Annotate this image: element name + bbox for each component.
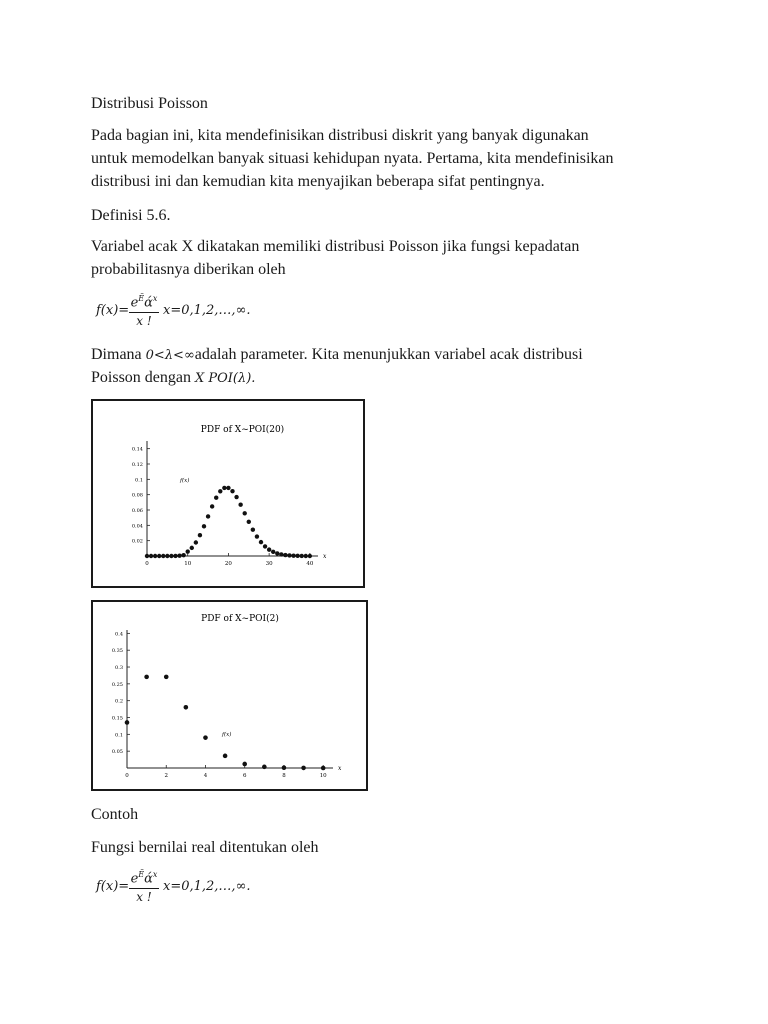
data-point [295, 554, 299, 558]
intro-line-3: distribusi ini dan kemudian kita menyajikan beberapa sifat pentingnya. [91, 173, 545, 190]
y-tick-label: 0.05 [111, 749, 123, 756]
data-point [144, 675, 149, 680]
y-tick-label: 0.4 [115, 631, 123, 638]
data-point [247, 520, 251, 524]
data-point [165, 554, 169, 558]
y-tick-label: 0.35 [111, 648, 123, 655]
data-point [234, 495, 238, 499]
x-tick-label: 8 [282, 773, 286, 779]
dimana-rest: adalah parameter. Kita menunjukkan variabel acak distribusi [194, 346, 583, 363]
poisson-notation: X POI(λ). [195, 371, 256, 386]
x-axis-label: x [323, 553, 327, 560]
data-point [238, 503, 242, 507]
data-point [164, 675, 169, 680]
data-point [169, 554, 173, 558]
formula-rhs: x=0,1,2,…,∞. [163, 303, 251, 318]
data-point [271, 550, 275, 554]
data-point [153, 554, 157, 558]
data-point [181, 553, 185, 557]
chart-poi-2 [91, 600, 368, 791]
formula-numerator-base: ά [144, 295, 153, 311]
example-numerator-exp: Ẽ [138, 870, 145, 879]
example-numerator-e: e [130, 871, 139, 887]
data-point [203, 735, 208, 740]
intro-line-1: Pada bagian ini, kita mendefinisikan distribusi diskrit yang banyak digunakan [91, 127, 589, 144]
contoh-label: Contoh [91, 806, 139, 823]
formula-numerator [129, 290, 159, 311]
example-numerator-base-exp: x [152, 870, 158, 879]
y-tick-label: 0.02 [131, 538, 143, 545]
formula-numerator-e: e [130, 295, 139, 311]
x-tick-label: 20 [224, 561, 232, 567]
data-point [275, 551, 279, 555]
data-point [206, 514, 210, 518]
x-tick-label: 0 [145, 561, 149, 567]
data-point [161, 554, 165, 558]
y-tick-label: 0.3 [115, 665, 123, 672]
definition-label: Definisi 5.6. [91, 207, 171, 224]
example-formula-rhs: x=0,1,2,…,∞. [163, 879, 251, 894]
data-point [149, 554, 153, 558]
data-point [283, 553, 287, 557]
data-point [304, 554, 308, 558]
y-tick-label: 0.08 [131, 492, 143, 499]
data-point [190, 546, 194, 550]
data-point [251, 528, 255, 532]
data-point [321, 766, 326, 771]
chart-title: PDF of X~POI(20) [200, 425, 285, 435]
example-formula-lhs: f(x)= [96, 879, 130, 894]
definition-line-2: probabilitasnya diberikan oleh [91, 261, 286, 278]
data-point [255, 534, 259, 538]
data-point [267, 547, 271, 551]
data-point [308, 554, 312, 558]
data-point [287, 553, 291, 557]
data-point [145, 554, 149, 558]
y-tick-label: 0.04 [131, 523, 143, 530]
data-point [173, 554, 177, 558]
example-fraction-bar [129, 888, 159, 889]
formula-numerator-base-exp: x [152, 294, 158, 303]
data-point [291, 553, 295, 557]
data-point [230, 489, 234, 493]
example-formula [91, 866, 391, 906]
x-tick-label: 0 [125, 773, 129, 779]
y-tick-label: 0.1 [135, 477, 143, 484]
section-heading: Distribusi Poisson [91, 95, 208, 112]
data-point [194, 540, 198, 544]
data-point [198, 533, 202, 537]
data-point [300, 554, 304, 558]
data-point [157, 554, 161, 558]
data-point [259, 540, 263, 544]
example-formula-denominator: x ! [136, 890, 152, 905]
data-point [226, 486, 230, 490]
contoh-line: Fungsi bernilai real ditentukan oleh [91, 839, 319, 856]
example-numerator-base: ά [144, 871, 153, 887]
y-tick-label: 0.1 [115, 732, 123, 739]
y-tick-label: 0.14 [131, 446, 143, 453]
dimana-line2-prefix: Poisson dengan [91, 369, 195, 386]
y-tick-label: 0.06 [131, 508, 143, 514]
chart-poi-20-svg [93, 401, 363, 586]
y-tick-label: 0.25 [111, 681, 123, 688]
example-formula-numerator [129, 866, 159, 887]
data-point [242, 762, 247, 767]
dimana-line-2 [91, 366, 255, 390]
data-point [186, 549, 190, 553]
data-point [223, 754, 228, 759]
fraction-bar [129, 312, 159, 313]
x-axis-label: x [338, 765, 342, 772]
data-point [202, 524, 206, 528]
formula-fraction [129, 290, 159, 328]
x-tick-label: 4 [203, 773, 208, 779]
chart-poi-20 [91, 399, 365, 588]
data-point [177, 553, 181, 557]
formula-denominator: x ! [136, 314, 152, 329]
y-tick-label: 0.12 [131, 462, 143, 468]
formula-numerator-exp: Ẽ [138, 294, 145, 303]
x-tick-label: 2 [164, 773, 168, 779]
data-point [282, 765, 287, 770]
formula-lhs: f(x)= [96, 303, 130, 318]
series-label: f(x) [222, 732, 232, 738]
data-point [263, 544, 267, 548]
x-tick-label: 10 [184, 561, 192, 567]
data-point [184, 705, 189, 710]
data-point [218, 489, 222, 493]
y-tick-label: 0.15 [111, 715, 123, 722]
data-point [279, 552, 283, 556]
data-point [243, 511, 247, 515]
data-point [301, 766, 306, 771]
x-tick-label: 30 [265, 561, 273, 567]
example-formula-fraction [129, 866, 159, 904]
series-label: f(x) [180, 478, 190, 484]
parameter-condition: 0<λ<∞ [145, 348, 195, 363]
data-point [214, 496, 218, 500]
intro-line-2: untuk memodelkan banyak situasi kehidupan nyata. Pertama, kita mendefinisikan [91, 150, 614, 167]
definition-line-1: Variabel acak X dikatakan memiliki distribusi Poisson jika fungsi kepadatan [91, 238, 580, 255]
chart-title: PDF of X~POI(2) [201, 614, 279, 624]
data-point [262, 765, 267, 770]
x-tick-label: 40 [306, 561, 314, 567]
data-point [222, 486, 226, 490]
chart-poi-2-svg [93, 602, 366, 789]
x-tick-label: 6 [242, 773, 247, 779]
dimana-prefix: Dimana [91, 346, 146, 363]
dimana-line-1 [91, 343, 583, 367]
data-point [210, 504, 214, 508]
y-tick-label: 0.2 [115, 698, 123, 705]
pmf-formula [91, 290, 391, 330]
x-tick-label: 10 [319, 773, 327, 779]
data-point [125, 720, 130, 725]
